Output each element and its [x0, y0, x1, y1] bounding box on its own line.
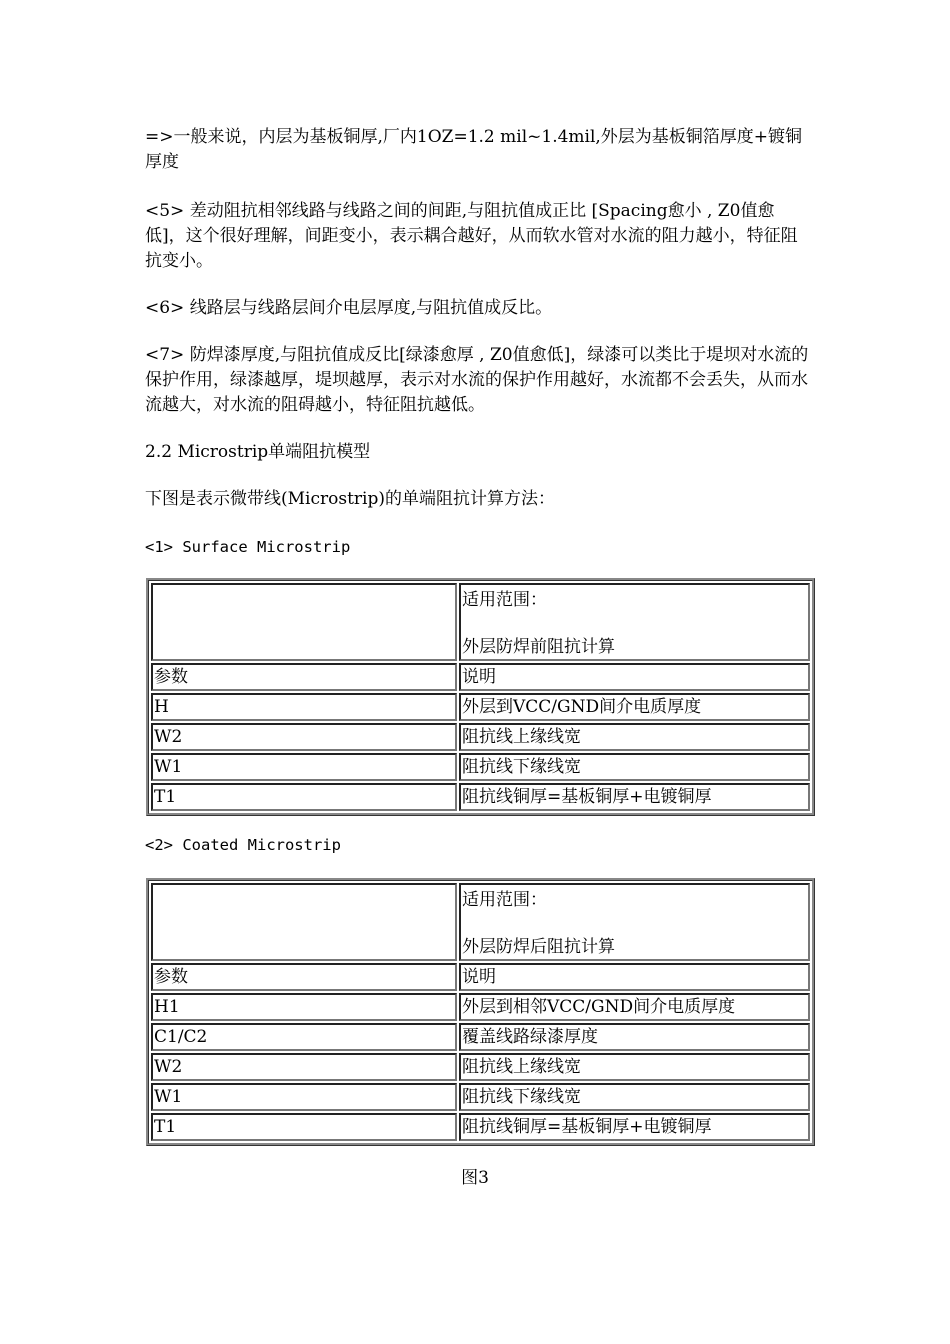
table-cell-desc: 说明 — [459, 663, 810, 691]
intro-text: 下图是表示微带线(Microstrip)的单端阻抗计算方法： — [145, 489, 555, 509]
table-row — [151, 1083, 810, 1111]
table-cell-empty — [151, 883, 457, 961]
scope-label: 适用范围： — [462, 590, 547, 610]
section-title: 2.2 Microstrip单端阻抗模型 — [145, 442, 371, 462]
table-cell-param: T1 — [151, 1113, 457, 1141]
scope-label: 适用范围： — [462, 890, 547, 910]
table-row — [151, 1023, 810, 1051]
table-cell-desc: 外层到相邻VCC/GND间介电质厚度 — [459, 993, 810, 1021]
table-cell-desc: 覆盖线路绿漆厚度 — [459, 1023, 810, 1051]
scope-value: 外层防焊后阻抗计算 — [462, 937, 615, 957]
table-cell-desc: 说明 — [459, 963, 810, 991]
table-header-row — [151, 583, 810, 661]
table-row — [151, 783, 810, 811]
subheading-surface-microstrip: <1> Surface Microstrip — [145, 538, 351, 556]
subheading-coated-microstrip: <2> Coated Microstrip — [145, 836, 341, 854]
table-cell-param: H1 — [151, 993, 457, 1021]
table-cell-scope — [459, 583, 810, 661]
table-cell-empty — [151, 583, 457, 661]
table-cell-desc: 外层到VCC/GND间介电质厚度 — [459, 693, 810, 721]
table-cell-desc: 阻抗线上缘线宽 — [459, 1053, 810, 1081]
table-row — [151, 723, 810, 751]
table-cell-param: T1 — [151, 783, 457, 811]
table-row — [151, 693, 810, 721]
paragraph-item-5: <5> 差动阻抗相邻线路与线路之间的间距,与阻抗值成正比 [Spacing愈小 , Z0值愈低]，这个很好理解，间距变小，表示耦合越好，从而软水管对水流的阻力越小，特征阻抗变小。 — [145, 201, 798, 271]
table-cell-param: C1/C2 — [151, 1023, 457, 1051]
surface-microstrip-table — [146, 578, 815, 816]
table-row — [151, 663, 810, 691]
table-row — [151, 1113, 810, 1141]
table-cell-param: W2 — [151, 1053, 457, 1081]
table-cell-param: W1 — [151, 753, 457, 781]
table-header-row — [151, 883, 810, 961]
table-cell-desc: 阻抗线上缘线宽 — [459, 723, 810, 751]
table-cell-desc: 阻抗线下缘线宽 — [459, 753, 810, 781]
table-cell-desc: 阻抗线铜厚=基板铜厚+电镀铜厚 — [459, 783, 810, 811]
table-row — [151, 993, 810, 1021]
table-cell-desc: 阻抗线下缘线宽 — [459, 1083, 810, 1111]
table-cell-param: 参数 — [151, 963, 457, 991]
figure-caption: 图3 — [461, 1168, 489, 1188]
table-row — [151, 963, 810, 991]
table-cell-desc: 阻抗线铜厚=基板铜厚+电镀铜厚 — [459, 1113, 810, 1141]
paragraph-item-6: <6> 线路层与线路层间介电层厚度,与阻抗值成反比。 — [145, 298, 553, 318]
table-cell-param: H — [151, 693, 457, 721]
table-cell-param: W2 — [151, 723, 457, 751]
table-cell-param: 参数 — [151, 663, 457, 691]
table-row — [151, 753, 810, 781]
paragraph-item-7: <7> 防焊漆厚度,与阻抗值成反比[绿漆愈厚 , Z0值愈低]，绿漆可以类比于堤坝对水流的保护作用，绿漆越厚，堤坝越厚，表示对水流的保护作用越好，水流都不会丢失，从而水流越大，对水流的阻碍越小，特征阻抗越低。 — [145, 345, 809, 415]
table-cell-scope — [459, 883, 810, 961]
coated-microstrip-table — [146, 878, 815, 1146]
table-row — [151, 1053, 810, 1081]
scope-value: 外层防焊前阻抗计算 — [462, 637, 615, 657]
paragraph-copper-thickness: =>一般来说，内层为基板铜厚,厂内1OZ=1.2 mil~1.4mil,外层为基板铜箔厚度+镀铜厚度 — [145, 127, 803, 172]
table-cell-param: W1 — [151, 1083, 457, 1111]
